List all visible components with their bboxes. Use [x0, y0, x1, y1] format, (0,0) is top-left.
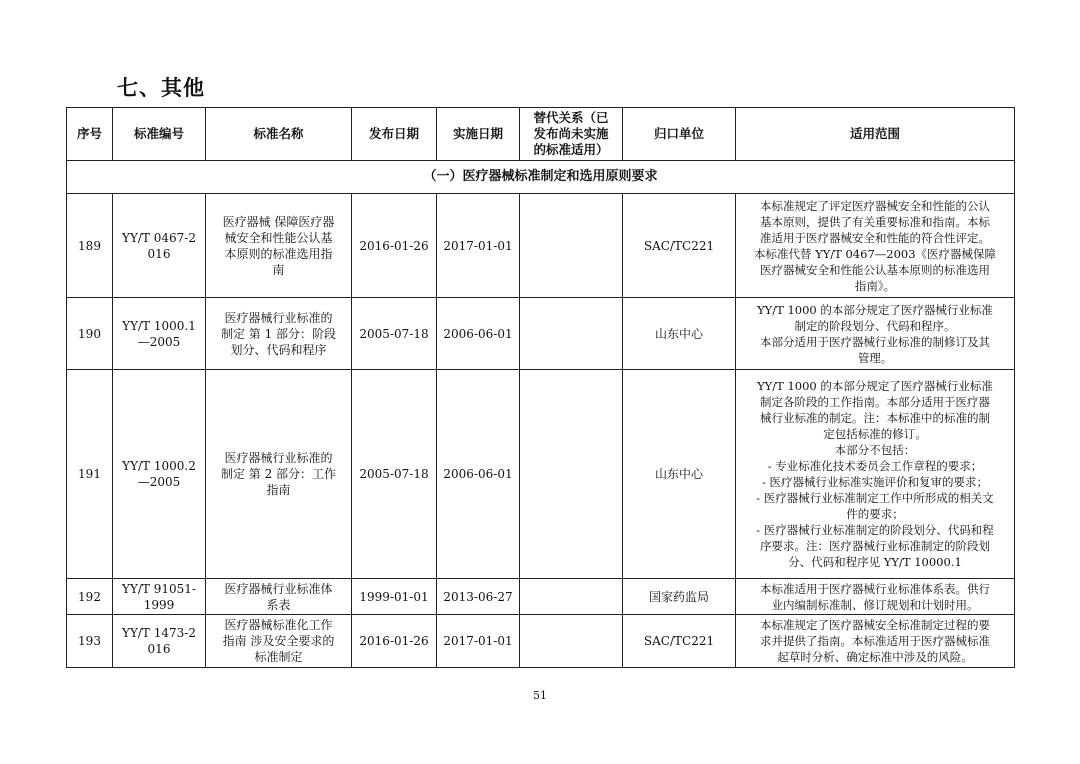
cell-name-line: 制定 第 2 部分：工作: [220, 467, 337, 481]
cell-scope-line: 分、代码和程序见 YY/T 10000.1: [788, 555, 962, 569]
cell-scope: [736, 194, 1015, 298]
cell-name: [206, 370, 352, 579]
group-header-row: [67, 161, 1015, 194]
cell-code-line: 016: [147, 246, 171, 261]
column-header-code: 标准编号: [113, 108, 206, 161]
table-row: [67, 370, 1015, 579]
cell-scope-line: 业内编制标准制、修订规划和计划时用。: [771, 597, 979, 612]
cell-scope-line: 本部分不包括：: [834, 443, 916, 457]
cell-name-line: 本原则的标准选用指: [224, 246, 333, 261]
column-header-name: 标准名称: [206, 108, 352, 161]
cell-scope-line: 本标准代替 YY/T 0467—2003《医疗器械保障: [753, 246, 997, 261]
cell-scope-line: - 医疗器械行业标准实施评价和复审的要求；: [761, 475, 989, 489]
cell-scope-line: 医疗器械安全和性能公认基本原则的标准选用: [760, 262, 990, 277]
cell-department: 国家药监局: [623, 579, 736, 615]
cell-replacement: [520, 370, 623, 579]
cell-name-line: 划分、代码和程序: [230, 342, 327, 357]
cell-code-line: YY/T 1000.1: [122, 318, 196, 333]
cell-name-line: 医疗器械行业标准的: [224, 451, 333, 465]
cell-scope: [736, 298, 1015, 370]
cell-scope-line: - 专业标准化技术委员会工作章程的要求；: [767, 459, 983, 473]
cell-scope-line: 求并提供了指南。本标准适用于医疗器械标准: [760, 634, 990, 648]
cell-name: [206, 579, 352, 615]
cell-code-line: —2005: [137, 475, 181, 489]
cell-department: SAC/TC221: [623, 194, 736, 298]
cell-code: [113, 579, 206, 615]
cell-name-line: 指南: [266, 483, 291, 497]
cell-code: [113, 298, 206, 370]
cell-scope-line: 基本原则，提供了有关重要标准和指南。本标: [760, 214, 990, 229]
cell-department: SAC/TC221: [623, 615, 736, 668]
cell-scope: [736, 579, 1015, 615]
cell-implement-date: 2017-01-01: [437, 194, 520, 298]
cell-scope-line: YY/T 1000 的本部分规定了医疗器械行业标准: [757, 379, 993, 393]
cell-code: [113, 615, 206, 668]
cell-code-line: YY/T 0467-2: [122, 230, 196, 245]
cell-name-line: 医疗器械 保障医疗器: [222, 214, 335, 229]
cell-name-line: 医疗器械标准化工作: [224, 618, 333, 632]
table-row: [67, 615, 1015, 668]
cell-replacement: [520, 615, 623, 668]
cell-code: [113, 194, 206, 298]
cell-scope-line: 准适用于医疗器械安全和性能的符合性评定。: [760, 230, 990, 245]
column-header-replacement-line: 替代关系（已: [533, 110, 609, 125]
cell-seq: 189: [67, 194, 113, 298]
column-header-replacement-line: 的标准适用）: [533, 142, 609, 157]
cell-department: 山东中心: [623, 370, 736, 579]
table-row: [67, 579, 1015, 615]
cell-seq: 193: [67, 615, 113, 668]
cell-scope-line: 管理。: [857, 350, 893, 365]
cell-name-line: 制定 第 1 部分：阶段: [220, 326, 337, 341]
cell-scope-line: - 医疗器械行业标准制定的阶段划分、代码和程: [756, 523, 994, 537]
cell-implement-date: 2006-06-01: [437, 298, 520, 370]
cell-implement-date: 2006-06-01: [437, 370, 520, 579]
cell-scope-line: 制定的阶段划分、代码和程序。: [794, 318, 956, 333]
cell-scope-line: 定包括标准的修订。: [823, 427, 927, 441]
cell-code: [113, 370, 206, 579]
cell-scope-line: - 医疗器械行业标准制定工作中所形成的相关文: [756, 491, 994, 505]
cell-publish-date: 2005-07-18: [352, 370, 437, 579]
cell-code-line: 016: [147, 642, 171, 656]
cell-implement-date: 2013-06-27: [437, 579, 520, 615]
cell-scope-line: 械行业标准的制定。注：本标准中的标准的制: [760, 411, 990, 425]
cell-code-line: —2005: [137, 334, 181, 349]
cell-scope-line: YY/T 1000 的本部分规定了医疗器械行业标准: [757, 302, 993, 317]
table-header-row: [67, 108, 1015, 161]
table-row: [67, 194, 1015, 298]
cell-name: [206, 298, 352, 370]
cell-publish-date: 1999-01-01: [352, 579, 437, 615]
cell-name: [206, 615, 352, 668]
cell-publish-date: 2016-01-26: [352, 615, 437, 668]
cell-code-line: YY/T 91051-: [122, 581, 196, 596]
cell-scope-line: 本标准规定了医疗器械安全标准制定过程的要: [760, 618, 990, 632]
cell-name-line: 系表: [266, 597, 291, 612]
cell-scope-line: 序要求。注：医疗器械行业标准制定的阶段划: [760, 539, 990, 553]
cell-name-line: 标准制定: [254, 650, 303, 664]
column-header-replacement: [520, 108, 623, 161]
cell-scope: [736, 615, 1015, 668]
cell-name-line: 指南 涉及安全要求的: [222, 634, 335, 648]
page-number: 51: [533, 689, 547, 702]
cell-seq: 192: [67, 579, 113, 615]
cell-replacement: [520, 194, 623, 298]
cell-seq: 191: [67, 370, 113, 579]
cell-code-line: YY/T 1000.2: [122, 459, 196, 473]
column-header-department: 归口单位: [623, 108, 736, 161]
cell-replacement: [520, 298, 623, 370]
cell-scope-line: 本标准适用于医疗器械行业标准体系表。供行: [760, 581, 990, 596]
cell-code-line: YY/T 1473-2: [122, 626, 196, 640]
column-header-implement-date: 实施日期: [437, 108, 520, 161]
cell-seq: 190: [67, 298, 113, 370]
cell-name-line: 械安全和性能公认基: [224, 230, 333, 245]
standards-table: [66, 107, 1015, 668]
cell-scope-line: 起草时分析、确定标准中涉及的风险。: [777, 650, 973, 664]
cell-publish-date: 2005-07-18: [352, 298, 437, 370]
column-header-scope: 适用范围: [736, 108, 1015, 161]
cell-implement-date: 2017-01-01: [437, 615, 520, 668]
cell-name-line: 医疗器械行业标准体: [224, 581, 333, 596]
cell-replacement: [520, 579, 623, 615]
section-title: 七、其他: [117, 75, 205, 100]
cell-scope-line: 指南》。: [854, 278, 896, 293]
cell-department: 山东中心: [623, 298, 736, 370]
cell-name: [206, 194, 352, 298]
cell-scope: [736, 370, 1015, 579]
group-title: （一）医疗器械标准制定和选用原则要求: [67, 161, 1015, 194]
cell-scope-line: 本部分适用于医疗器械行业标准的制修订及其: [760, 334, 990, 349]
cell-name-line: 南: [272, 262, 285, 277]
cell-scope-line: 本标准规定了评定医疗器械安全和性能的公认: [760, 198, 990, 213]
column-header-seq: 序号: [67, 108, 113, 161]
cell-code-line: 1999: [143, 597, 175, 612]
column-header-publish-date: 发布日期: [352, 108, 437, 161]
table-row: [67, 298, 1015, 370]
cell-scope-line: 件的要求；: [846, 507, 904, 521]
cell-name-line: 医疗器械行业标准的: [224, 310, 333, 325]
column-header-replacement-line: 发布尚未实施: [533, 126, 609, 141]
cell-scope-line: 制定各阶段的工作指南。本部分适用于医疗器: [760, 395, 990, 409]
cell-publish-date: 2016-01-26: [352, 194, 437, 298]
